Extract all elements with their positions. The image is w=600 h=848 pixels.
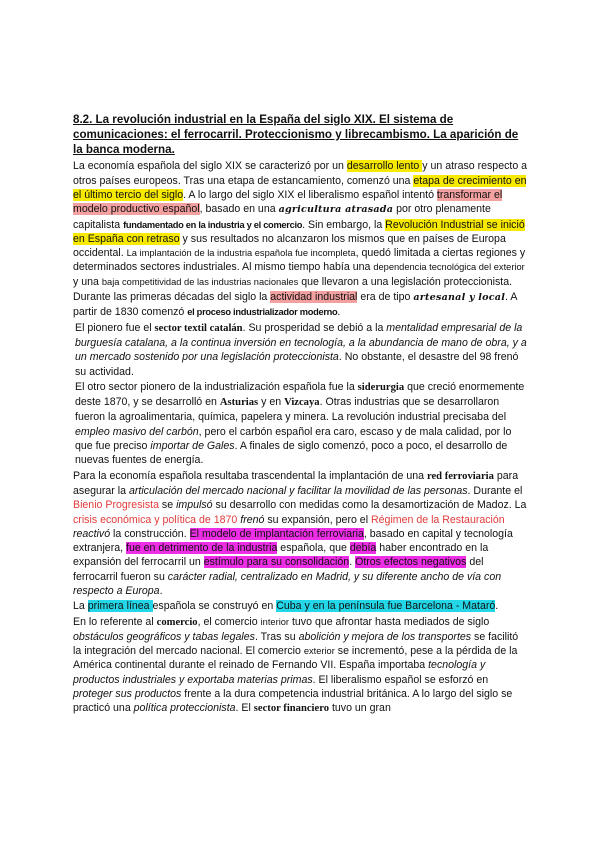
paragraph-ferrocarril: Para la economía española resultaba trascendental la implantación de una red ferroviaria para asegurar la articulación del mercado nacional y facilitar la movilidad de las personas. Durante el Bienio Progresista se impulsó su desarrollo con medidas como la desamortización de Madoz. La crisis económica y política de 1870 frenó su expansión, pero el Régimen de la Restauración reactivó la construcción. El modelo de implantación ferroviaria, basado en capital y tecnología extranjera, fue en detrimento de la industria española, que debía haber encontrado en la expansión del ferrocarril un estímulo para su consolidación. Otros efectos negativos del ferrocarril fueron su carácter radial, centralizado en Madrid, y su diferente ancho de vía con respecto a Europa. [73,469,527,597]
highlight-cyan: primera línea [87,600,153,613]
bold-text: siderurgia [357,381,405,393]
red-text: crisis económica y política de 1870 [73,513,238,526]
italic-text: mentalidad empresarial de la burguesía catalana, a la continua inversión en tecnología, a la abundancia de mano de obra, y a un mercado sostenido por una legislación proteccionista [75,321,527,364]
highlight-magenta: Otros efectos negativos [355,556,467,569]
italic-text: carácter radial, centralizado en Madrid, y su diferente ancho de vía con respecto a Europa [73,570,502,597]
highlight-magenta: estímulo para su consolidación [203,556,350,569]
bold-text: el proceso industrializador moderno [187,307,338,318]
italic-text: tecnología y productos industriales y exportaba materias primas [73,659,486,686]
paragraph-siderurgia: El otro sector pionero de la industrialización española fue la siderurgia que creció enormemente deste 1870, y se desarrolló en Asturias y en Vizcaya. Otras industrias que se desarrollaron fueron la agroalimentaria, química, papelera y minera. La revolución industrial precisaba del empleo masivo del carbón, pero el carbón español era caro, escaso y de mala calidad, por lo que fue preciso importar de Gales. A finales de siglo comenzó, poco a poco, el desarrollo de nuevas fuentes de energía. [75,380,525,467]
bold-text: sector financiero [253,703,329,715]
script-text: artesanal y local [413,292,506,304]
script-text: agricultura atrasada [278,204,394,216]
bold-text: fundamentado en la industria y el comercio [123,219,303,230]
italic-text: política proteccionista [133,702,236,715]
highlight-yellow: etapa de crecimiento en el último tercio del siglo [73,174,527,201]
italic-text: articulación del mercado nacional y facilitar la movilidad de las personas [128,484,468,497]
bold-text: red ferroviaria [426,470,494,482]
paragraph-primeras-decadas: Durante las primeras décadas del siglo la actividad industrial era de tipo artesanal y local. A partir de 1830 comenzó el proceso industrializador moderno. [73,291,517,319]
bold-text: sector textil catalán [154,322,243,334]
highlight-magenta: fue en detrimento de la industria [126,542,278,555]
italic-text: obstáculos geográficos y tabas legales [73,630,255,643]
document-page [73,113,528,718]
bold-text: Asturias [219,397,259,409]
highlight-yellow: Revolución Industrial se inició en España con retraso [73,218,525,245]
bold-text: comercio [156,616,198,628]
highlight-magenta: debía [349,542,377,555]
red-text: Régimen de la Restauración [371,513,505,526]
italic-text: empleo masivo del carbón [75,425,199,438]
red-text: Bienio Progresista [73,499,159,512]
paragraph-textil: El pionero fue el sector textil catalán. Su prosperidad se debió a la mentalidad empresarial de la burguesía catalana, a la continua inversión en tecnología, a la abundancia de mano de obra, y a un mercado sostenido por una legislación proteccionista. No obstante, el desastre del 98 frenó su actividad. [75,321,527,378]
highlight-cyan: Cuba y en la península fue Barcelona - Mataró [276,600,496,613]
highlight-magenta: El modelo de implantación ferroviaria [189,527,364,540]
italic-text: abolición y mejora de los transportes [298,630,472,643]
highlight-yellow: desarrollo lento [346,160,423,173]
paragraph-economia: La economía española del siglo XIX se caracterizó por un desarrollo lento y un atraso respecto a otros países europeos. Tras una etapa de estancamiento, comenzó una etapa de crecimiento en el último tercio del siglo. A lo largo del siglo XIX el liberalismo español intentó transformar el modelo productivo español, basado en una agricultura atrasada por otro plenamente capitalista fundamentado en la industria y el comercio. Sin embargo, la Revolución Industrial se inició en España con retraso y sus resultados no alcanzaron los mismos que en países de Europa occidental. La implantación de la industria española fue incompleta, quedó limitada a ciertas regiones y determinados sectores industriales. Al mismo tiempo había una dependencia tecnológica del exterior y una baja competitividad de las industrias nacionales que llevaron a una legislación proteccionista. [73,160,528,288]
highlight-red: transformar el modelo productivo español [73,188,503,216]
paragraph-comercio: En lo referente al comercio, el comercio interior tuvo que afrontar hasta mediados de siglo obstáculos geográficos y tabas legales. Tras su abolición y mejora de los transportes se facilitó la integración del mercado nacional. El comercio exterior se incrementó, pese a la pérdida de la América continental durante el reinado de Fernando VII. España importaba tecnología y productos industriales y exportaba materias primas. El liberalismo español se esforzó en proteger sus productos frente a la dura competencia industrial británica. A lo largo del siglo se practicó una política proteccionista. El sector financiero tuvo un gran [73,615,519,715]
italic-text: importar de Gales [150,440,235,453]
section-title: 8.2. La revolución industrial en la España del siglo XIX. El sistema de comunicaciones: el ferrocarril. Proteccionismo y librecambismo. La aparición de la banca moderna. [73,113,519,156]
highlight-red: actividad industrial [270,291,358,304]
paragraph-primera-linea: La primera línea española se construyó en Cuba y en la península fue Barcelona - Mataró. [73,600,499,613]
bold-text: Vizcaya [284,397,320,409]
italic-text: proteger sus productos [73,688,182,701]
